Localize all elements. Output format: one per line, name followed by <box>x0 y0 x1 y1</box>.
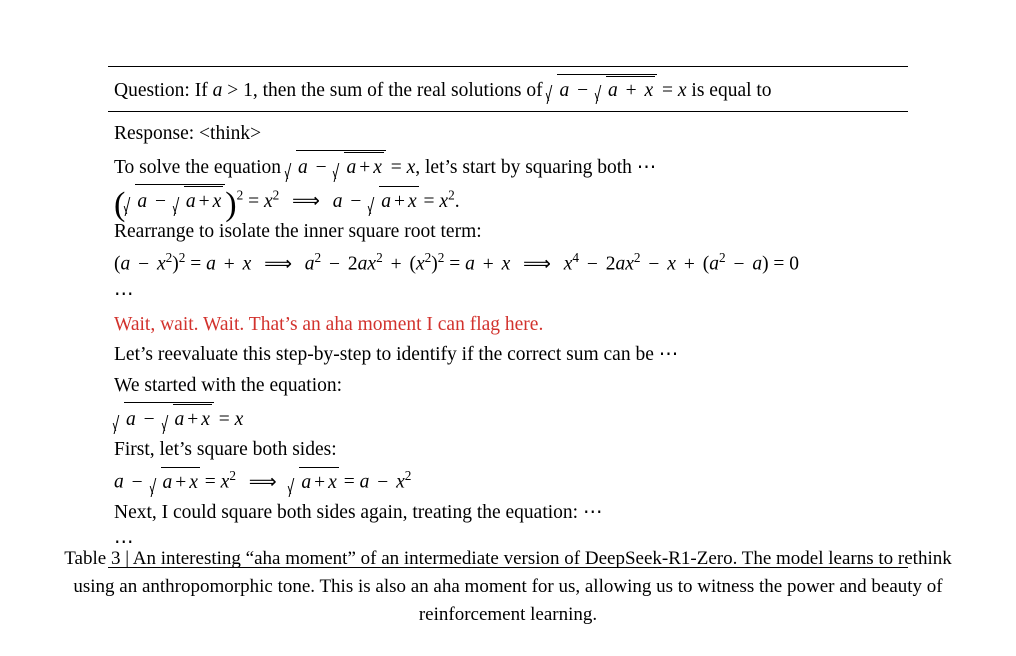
question-text-1: If <box>194 80 208 101</box>
question-equation: a − a + x = x <box>547 80 686 101</box>
caption-separator: | <box>125 548 130 569</box>
line-first-square: First, let’s square both sides: <box>114 438 337 460</box>
line-rearrange: Rearrange to isolate the inner square root term: <box>114 221 482 243</box>
line-started: We started with the equation: <box>114 374 343 396</box>
caption-number: Table 3 <box>64 548 121 569</box>
line-first-step: $a - a + x = x^2$ ⟹ $a + x = a - x^2$ <box>114 466 904 497</box>
line-dots-1: ⋯ <box>114 284 136 306</box>
question-label: Question: <box>114 80 190 101</box>
line-aha-moment: Wait, wait. Wait. That’s an aha moment I can flag here. <box>114 314 544 336</box>
response-block <box>108 112 908 567</box>
caption-text: An interesting “aha moment” of an intermediate version of DeepSeek-R1-Zero. The model learns to rethink using an anthropomorphic tone. This is also an aha moment for us, allowing us to witness the power and beauty of reinforcement learning. <box>73 548 952 626</box>
question-variable: a <box>212 80 223 101</box>
line-dots-2: ⋯ <box>114 531 136 553</box>
question-row <box>108 67 908 111</box>
line-next-step: Next, I could square both sides again, treating the equation: ⋯ <box>114 501 603 523</box>
line-expand: $(a - x^2)^2 = a + x$ ⟹ $a^2 - 2ax^2 + (x^2)^2 = a + x$ ⟹ $x^4 - 2ax^2 - x + (a^2 - a) = 0$ <box>114 250 800 275</box>
line-solve: To solve the equation a − a + x = x, let’s start by squaring both ⋯ <box>114 150 904 183</box>
line-square: ( a − a + x )$^2 = x^2$ ⟹ $a - a + x = x^2$. <box>114 185 460 223</box>
figure-caption <box>50 545 966 629</box>
question-text-3: is equal to <box>691 80 772 101</box>
line-equation: a − a + x = x <box>114 402 904 435</box>
question-text-2: > 1, then the sum of the real solutions of <box>227 80 543 101</box>
line-reevaluate: Let’s reevaluate this step-by-step to identify if the correct sum can be ⋯ <box>114 344 679 366</box>
table-3 <box>108 66 908 568</box>
response-label: Response: <think> <box>114 122 262 144</box>
